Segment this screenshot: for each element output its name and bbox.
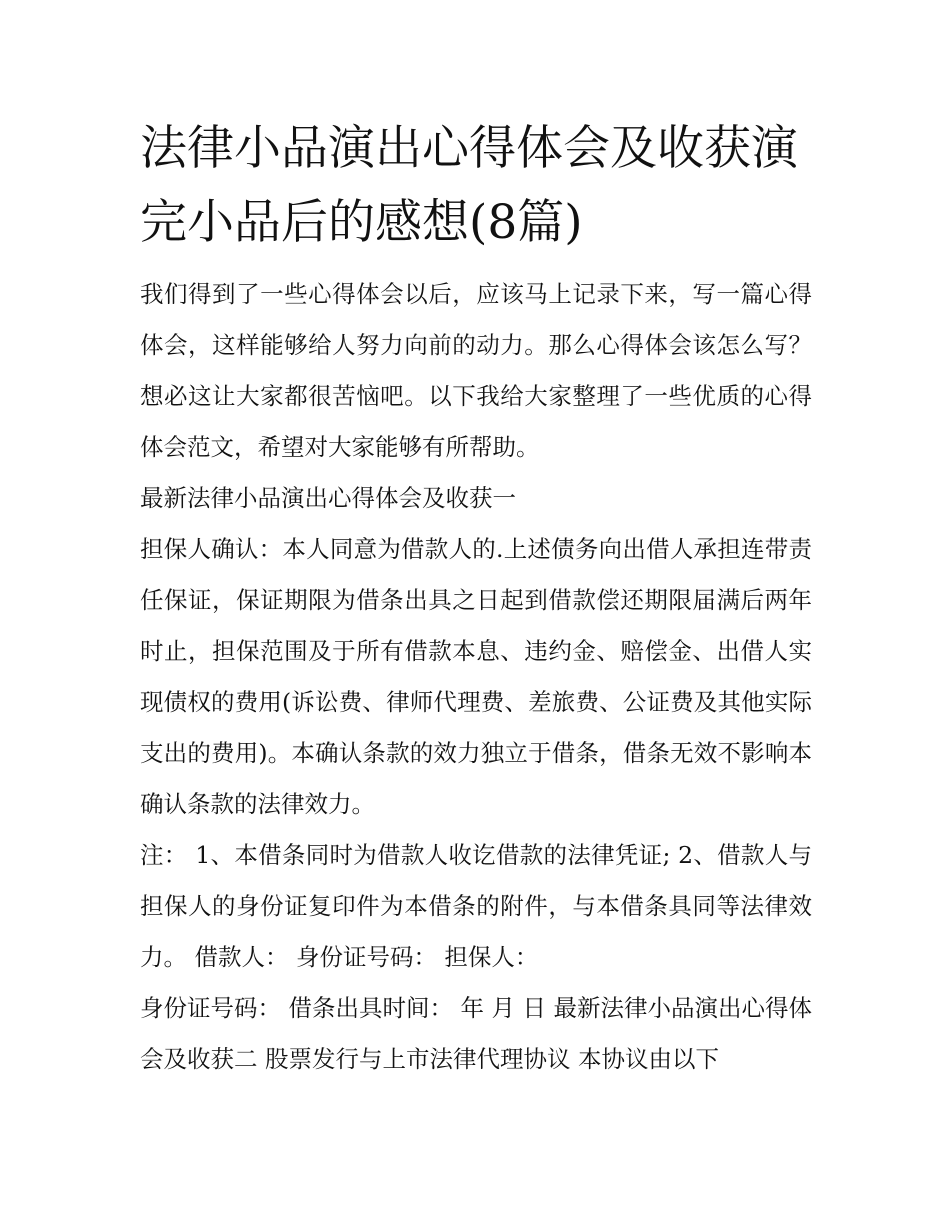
document-page <box>140 112 812 1085</box>
section-heading-one: 最新法律小品演出心得体会及收获一 <box>140 484 516 512</box>
intro-paragraph: 我们得到了一些心得体会以后，应该马上记录下来，写一篇心得体会，这样能够给人努力向前的动力。那么心得体会该怎么写？想必这让大家都很苦恼吧。以下我给大家整理了一些优质的心得体会范文，希望对大家能够有所帮助。 <box>140 280 812 461</box>
notes-paragraph: 注： 1、本借条同时为借款人收讫借款的法律凭证; 2、借款人与担保人的身份证复印件为本借条的附件，与本借条具同等法律效力。 借款人： 身份证号码： 担保人： <box>140 841 812 971</box>
document-title: 法律小品演出心得体会及收获演完小品后的感想(8篇) <box>140 121 798 250</box>
id-number-paragraph: 身份证号码： 借条出具时间： 年 月 日 最新法律小品演出心得体会及收获二 股票发行与上市法律代理协议 本协议由以下 <box>140 994 812 1073</box>
guarantor-confirmation-paragraph: 担保人确认：本人同意为借款人的.上述债务向出借人承担连带责任保证，保证期限为借条出具之日起到借款偿还期限届满后两年时止，担保范围及于所有借款本息、违约金、赔偿金、出借人实现债权的费用(诉讼费、律师代理费、差旅费、公证费及其他实际支出的费用)。本确认条款的效力独立于借条，借条无效不影响本确认条款的法律效力。 <box>140 535 812 818</box>
